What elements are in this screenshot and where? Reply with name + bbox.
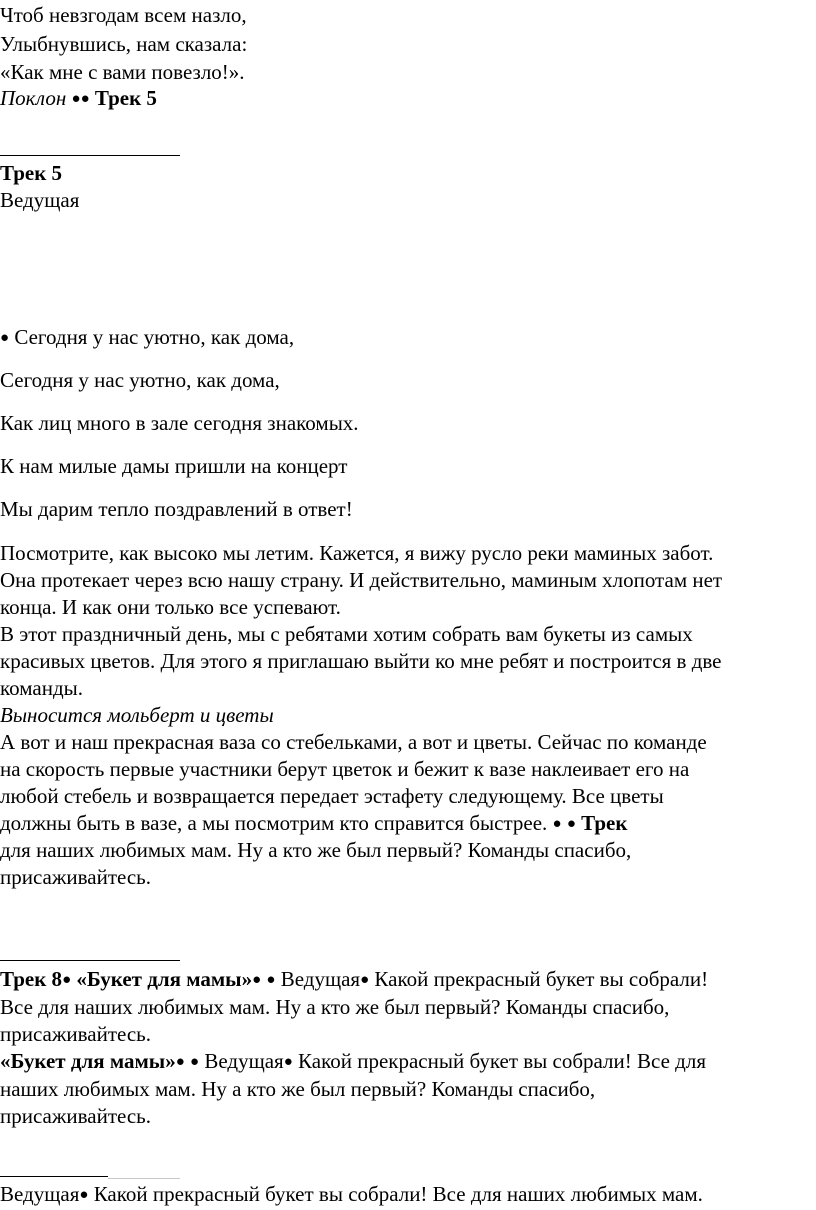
- song-title: «Букет для мамы»: [76, 967, 253, 991]
- speech-line: конца. И как они только все успевают.: [0, 595, 341, 619]
- verse-line-1: ● Сегодня у нас уютно, как дома,: [0, 325, 295, 349]
- footnote-separator-tail: [108, 1178, 180, 1179]
- footnote-line: присаживайтесь.: [0, 1022, 151, 1046]
- verse-line-5: Мы дарим тепло поздравлений в ответ!: [0, 497, 353, 521]
- footnote-line: присаживайтесь.: [0, 1104, 151, 1128]
- speech-line: должны быть в вазе, а мы посмотрим кто справится быстрее. ● ● Трек: [0, 811, 628, 835]
- track-label: Трек 8: [0, 967, 63, 991]
- speech-line: на скорость первые участники берут цветок и бежит к вазе наклеивает его на: [0, 757, 690, 781]
- bow-direction: Поклон: [0, 86, 67, 110]
- footnote-separator: [0, 960, 180, 961]
- song-title: «Букет для мамы»: [0, 1049, 176, 1073]
- bullet-icon: ●: [62, 972, 72, 988]
- bullet-icon: ●: [252, 972, 262, 988]
- speech-line: Посмотрите, как высоко мы летим. Кажется, я вижу русло реки маминых забот.: [0, 541, 714, 565]
- speech-line: команды.: [0, 676, 83, 700]
- track-label: Трек 5: [94, 86, 157, 110]
- footnote-speaker: Ведущая: [0, 188, 80, 212]
- speech-line: присаживайтесь.: [0, 865, 151, 889]
- bullet-icon: ●: [175, 1054, 185, 1070]
- verse-line-4: К нам милые дамы пришли на концерт: [0, 454, 348, 478]
- speech-line: А вот и наш прекрасная ваза со стебельками, а вот и цветы. Сейчас по команде: [0, 730, 707, 754]
- speech-line: Она протекает через всю нашу страну. И действительно, маминым хлопотам нет: [0, 568, 723, 592]
- bullet-icon: ●: [190, 1054, 200, 1070]
- bullet-icon: ●: [80, 91, 90, 107]
- stage-direction: Выносится мольберт и цветы: [0, 703, 274, 727]
- footnote-separator: [0, 1176, 108, 1177]
- footnote-line: Трек 8● «Букет для мамы»● ● Ведущая● Какой прекрасный букет вы собрали!: [0, 967, 709, 991]
- bullet-icon: ●: [71, 91, 81, 107]
- poem-line-1: Чтоб невзгодам всем назло,: [0, 3, 247, 27]
- footnote-line: Ведущая● Какой прекрасный букет вы собрали! Все для наших любимых мам.: [0, 1182, 703, 1206]
- footnote-line: Все для наших любимых мам. Ну а кто же был первый? Команды спасибо,: [0, 995, 670, 1019]
- bullet-icon: ●: [552, 816, 562, 832]
- footnote-speaker: Ведущая: [0, 1182, 80, 1206]
- footnote-line: «Букет для мамы»● ● Ведущая● Какой прекрасный букет вы собрали! Все для: [0, 1049, 706, 1073]
- verse-line-2: Сегодня у нас уютно, как дома,: [0, 368, 280, 392]
- bullet-icon: ●: [566, 816, 576, 832]
- footnote-separator: [0, 155, 180, 156]
- bullet-icon: ●: [266, 972, 276, 988]
- bullet-icon: ●: [360, 972, 370, 988]
- poem-line-3: «Как мне с вами повезло!».: [0, 60, 245, 84]
- bullet-icon: ●: [79, 1187, 89, 1203]
- footnote-track-title: Трек 5: [0, 161, 63, 185]
- bullet-icon: ●: [0, 330, 10, 346]
- verse-line-3: Как лиц много в зале сегодня знакомых.: [0, 411, 359, 435]
- speech-line: красивых цветов. Для этого я приглашаю выйти ко мне ребят и построится в две: [0, 649, 722, 673]
- speech-line: В этот праздничный день, мы с ребятами хотим собрать вам букеты из самых: [0, 622, 693, 646]
- footnote-speaker: Ведущая: [280, 967, 361, 991]
- speech-line: для наших любимых мам. Ну а кто же был первый? Команды спасибо,: [0, 838, 632, 862]
- bullet-icon: ●: [283, 1054, 293, 1070]
- bow-line: [0, 85, 157, 112]
- speech-line: любой стебель и возвращается передает эстафету следующему. Все цветы: [0, 784, 664, 808]
- poem-line-2: Улыбнувшись, нам сказала:: [0, 32, 248, 56]
- track-label: Трек: [581, 811, 628, 835]
- footnote-speaker: Ведущая: [204, 1049, 284, 1073]
- footnote-line: наших любимых мам. Ну а кто же был первый? Команды спасибо,: [0, 1077, 596, 1101]
